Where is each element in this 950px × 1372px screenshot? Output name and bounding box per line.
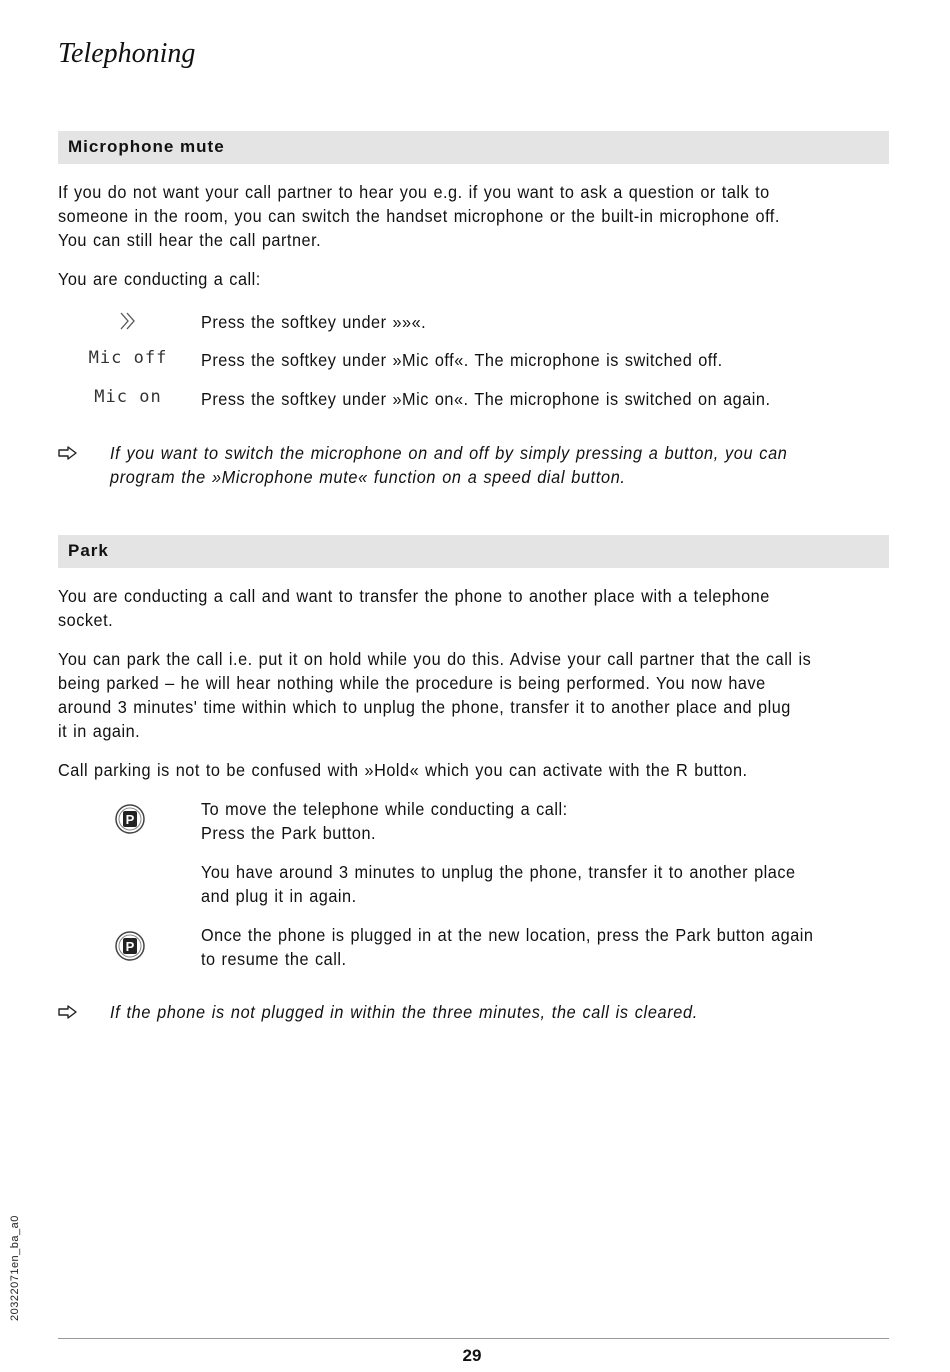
mute-note-line: If you want to switch the microphone on and off by simply pressing a button, you can bbox=[110, 443, 788, 463]
conducting-call-text: You are conducting a call: bbox=[58, 269, 261, 289]
step-text: Press the softkey under »Mic on«. The microphone is switched on again. bbox=[201, 389, 771, 409]
park-paragraph-2 bbox=[58, 647, 888, 743]
step-text: Press the softkey under »»«. bbox=[201, 312, 427, 332]
page-number: 29 bbox=[462, 1346, 482, 1365]
mute-intro bbox=[58, 180, 888, 252]
park-paragraph-1 bbox=[58, 584, 888, 632]
softkey-mic-off: Mic off bbox=[88, 348, 168, 368]
softkey-mic-on: Mic on bbox=[94, 387, 162, 407]
step-text: Press the softkey under »Mic off«. The microphone is switched off. bbox=[201, 350, 723, 370]
park-step-line: To move the telephone while conducting a call: bbox=[201, 799, 568, 819]
park-p2-line: it in again. bbox=[58, 721, 141, 741]
park-step-line: Press the Park button. bbox=[201, 823, 377, 843]
mute-note-line: program the »Microphone mute« function on a speed dial button. bbox=[110, 467, 626, 487]
park-p1-line: You are conducting a call and want to transfer the phone to another place with a telephone bbox=[58, 586, 770, 606]
park-p1-line: socket. bbox=[58, 610, 114, 630]
page-title: Telephoning bbox=[58, 38, 196, 69]
park-paragraph-3: Call parking is not to be confused with »Hold« which you can activate with the R button. bbox=[58, 760, 748, 780]
section-heading-microphone-mute: Microphone mute bbox=[58, 131, 889, 164]
mute-intro-line: someone in the room, you can switch the handset microphone or the built-in microphone off. bbox=[58, 206, 780, 226]
footer-divider bbox=[58, 1338, 889, 1339]
park-icon-letter: P bbox=[125, 812, 135, 827]
hollow-arrow-icon bbox=[58, 446, 78, 460]
mute-intro-line: You can still hear the call partner. bbox=[58, 230, 322, 250]
park-step-3 bbox=[201, 923, 887, 971]
double-chevron-icon bbox=[118, 310, 138, 332]
park-p2-line: being parked – he will hear nothing while the procedure is being performed. You now have bbox=[58, 673, 766, 693]
mute-intro-line: If you do not want your call partner to hear you e.g. if you want to ask a question or talk to bbox=[58, 182, 770, 202]
mute-note bbox=[110, 441, 891, 489]
park-step-line: to resume the call. bbox=[201, 949, 347, 969]
park-step-line: Once the phone is plugged in at the new location, press the Park button again bbox=[201, 925, 814, 945]
document-code: 20322071en_ba_a0 bbox=[9, 1215, 21, 1321]
park-note: If the phone is not plugged in within the three minutes, the call is cleared. bbox=[110, 1002, 698, 1022]
softkey-chevron bbox=[58, 310, 198, 332]
park-step-2 bbox=[201, 860, 887, 908]
park-step-1 bbox=[201, 797, 887, 845]
park-step-line: You have around 3 minutes to unplug the phone, transfer it to another place bbox=[201, 862, 796, 882]
park-button-icon bbox=[114, 930, 146, 962]
park-p2-line: You can park the call i.e. put it on hold while you do this. Advise your call partner that the call is bbox=[58, 649, 812, 669]
park-step-line: and plug it in again. bbox=[201, 886, 357, 906]
hollow-arrow-icon bbox=[58, 1005, 78, 1019]
park-icon-letter: P bbox=[125, 939, 135, 954]
park-button-icon bbox=[114, 803, 146, 835]
section-heading-park: Park bbox=[58, 535, 889, 568]
park-p2-line: around 3 minutes' time within which to unplug the phone, transfer it to another place and plug bbox=[58, 697, 791, 717]
